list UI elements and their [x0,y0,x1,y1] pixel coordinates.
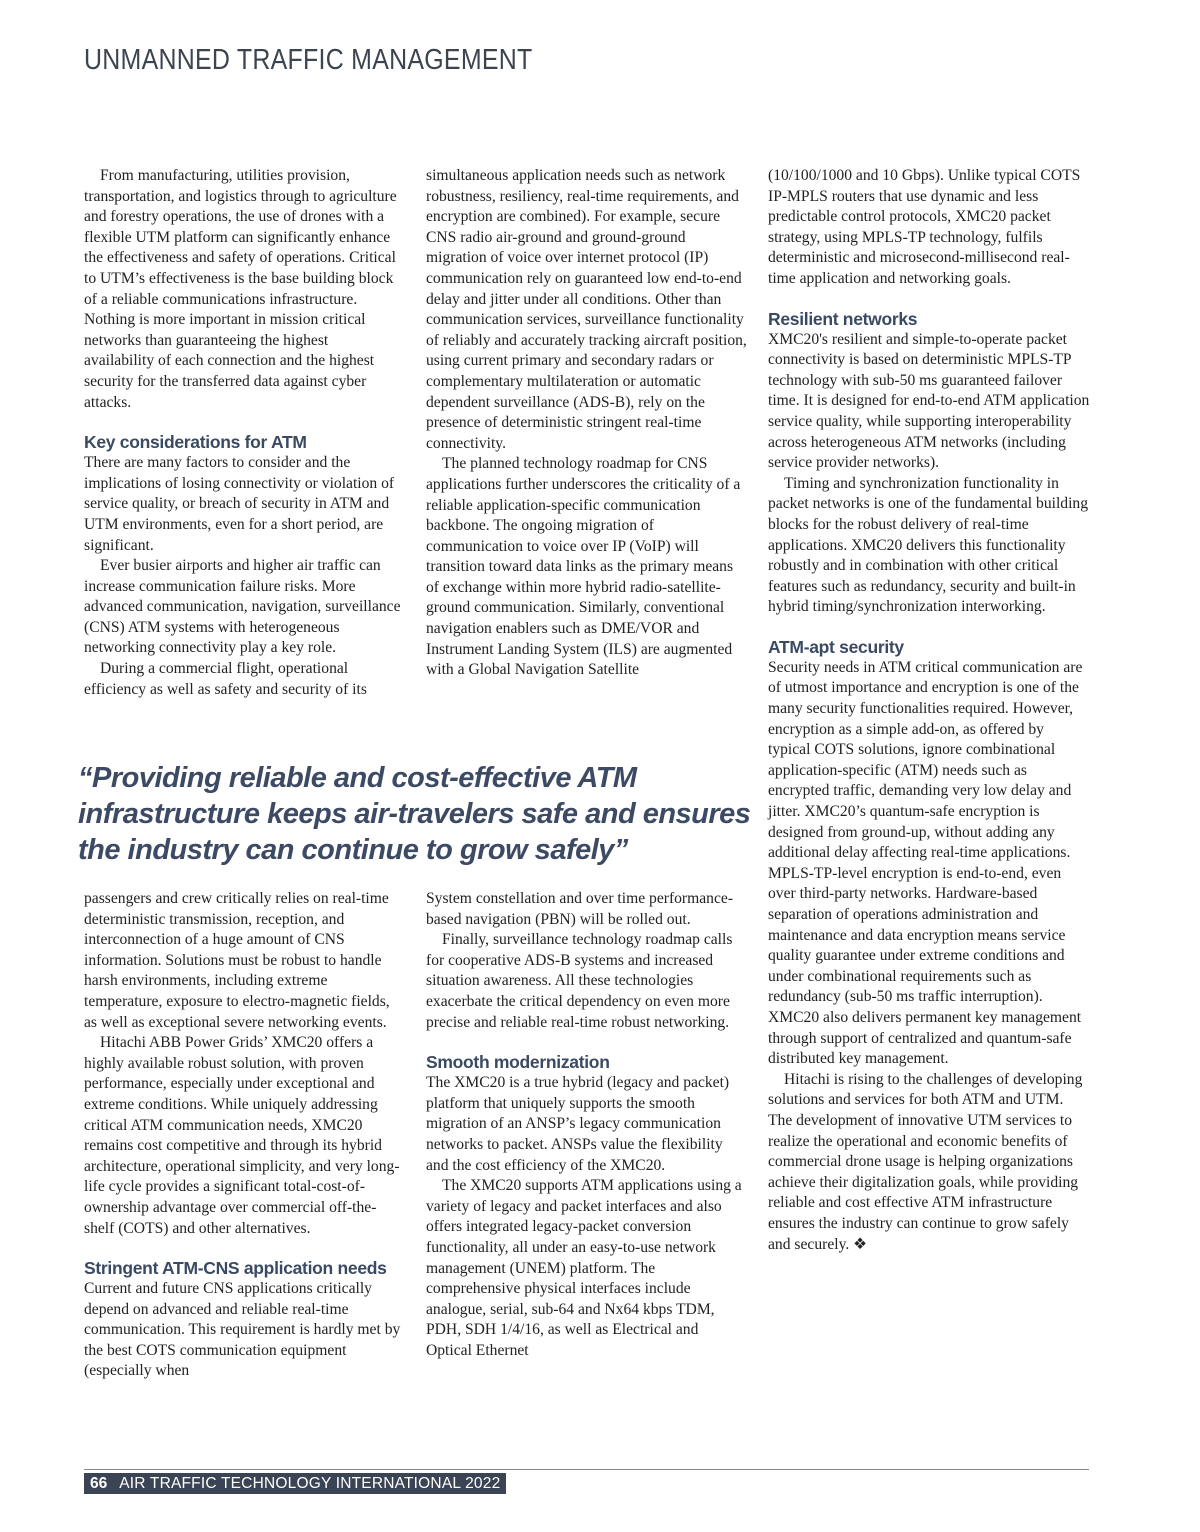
paragraph: During a commercial flight, operational efficiency as well as safety and security of its [84,660,367,698]
column-2-top [426,166,748,681]
column-1-top [84,166,402,700]
paragraph: From manufacturing, utilities provision, transportation, and logistics through to agriculture and forestry operations, the use of drones with a flexible UTM platform can significantly enhance the effectiveness and safety of operations. Critical to UTM’s effectiveness is the base building block of a reliable communications infrastructure. Nothing is more important in mission critical networks than guaranteeing the highest availability of each connection and the highest security for the transferred data against cyber attacks. [84,167,397,411]
paragraph: Finally, surveillance technology roadmap calls for cooperative ADS-B systems and increased situation awareness. All these technologies exacerbate the critical dependency on even more precise and reliable real-time robust networking. [426,931,733,1031]
column-3 [768,166,1090,1255]
section-title: UNMANNED TRAFFIC MANAGEMENT [84,44,533,76]
paragraph: XMC20's resilient and simple-to-operate packet connectivity is based on deterministic MPLS-TP technology with sub-50 ms guaranteed failover time. It is designed for end-to-end ATM application service quality, while supporting interoperability across heterogeneous ATM networks (including service provider networks). [768,330,1090,472]
magazine-title: AIR TRAFFIC TECHNOLOGY INTERNATIONAL 2022 [119,1474,501,1492]
paragraph: The planned technology roadmap for CNS applications further underscores the criticality of a reliable application-specific communication backbone. The ongoing migration of communication to voice over IP (VoIP) will transition toward data links as the primary means of exchange within more hybrid radio-satellite-ground communication. Similarly, conventional navigation enablers such as DME/VOR and Instrument Landing System (ILS) are augmented with a Global Navigation Satellite [426,455,741,679]
paragraph: The XMC20 is a true hybrid (legacy and packet) platform that uniquely supports the smooth migration of an ANSP’s legacy communication networks to packet. ANSPs value the flexibility and the cost efficiency of the XMC20. [426,1074,730,1174]
paragraph: Current and future CNS applications critically depend on advanced and reliable real-time communication. This requirement is hardly met by the best COTS communication equipment (especially when [84,1280,401,1380]
paragraph: Hitachi is rising to the challenges of developing solutions and services for both ATM and UTM. The development of innovative UTM services to realize the operational and economic benefits of commercial drone usage is helping organizations achieve their digitalization goals, while providing reliable and cost effective ATM infrastructure ensures the industry can continue to grow safely and securely. ❖ [768,1070,1083,1253]
paragraph: passengers and crew critically relies on real-time deterministic transmission, reception, and interconnection of a huge amount of CNS information. Solutions must be robust to handle harsh environments, including extreme temperature, exposure to electro-magnetic fields, as well as exceptional severe networking events. [84,890,390,1031]
paragraph: System constellation and over time performance-based navigation (PBN) will be rolled out. [426,890,734,928]
footer-rule [84,1469,1089,1470]
footer-bar [84,1473,506,1494]
paragraph: Security needs in ATM critical communication are of utmost importance and encryption is one of the many security functionalities required. However, encryption as a simple add-on, as offered by typical COTS solutions, ignore combinational application-specific (ATM) needs such as encrypted traffic, demanding very low delay and jitter. XMC20’s quantum-safe encryption is designed from ground-up, without adding any additional delay affecting real-time applications. MPLS-TP-level encryption is end-to-end, even over third-party networks. Hardware-based separation of operations administration and maintenance and data encryption means service quality guarantee under extreme conditions and under combinational requirements such as redundancy (sub-50 ms traffic interruption). XMC20 also delivers permanent key management through support of centralized and quantum-safe distributed key management. [768,658,1083,1068]
subheading-smooth-modernization: Smooth modernization [426,1052,610,1073]
pull-quote: “Providing reliable and cost-effective ATM infrastructure keeps air-travelers safe and ensures the industry can continue to grow safely” [78,762,751,866]
column-1-bottom [84,889,402,1382]
subheading-key-considerations: Key considerations for ATM [84,432,307,453]
paragraph: Ever busier airports and higher air traffic can increase communication failure risks. More advanced communication, navigation, surveillance (CNS) ATM systems with heterogeneous networking connectivity play a key role. [84,557,401,657]
column-2-bottom [426,889,748,1361]
subheading-resilient-networks: Resilient networks [768,308,918,329]
paragraph: Hitachi ABB Power Grids’ XMC20 offers a highly available robust solution, with proven performance, especially under exceptional and extreme conditions. While uniquely addressing critical ATM communication needs, XMC20 remains cost competitive and through its hybrid architecture, operational simplicity, and very long-life cycle provides a significant total-cost-of-ownership advantage over commercial off-the-shelf (COTS) and other alternatives. [84,1034,400,1237]
subheading-atm-apt-security: ATM-apt security [768,636,904,657]
paragraph: The XMC20 supports ATM applications using a variety of legacy and packet interfaces and also offers integrated legacy-packet conversion functionality, all under an easy-to-use network management (UNEM) platform. The comprehensive physical interfaces include analogue, serial, sub-64 and Nx64 kbps TDM, PDH, SDH 1/4/16, as well as Electrical and Optical Ethernet [426,1177,742,1359]
page-number: 66 [90,1474,108,1492]
paragraph: There are many factors to consider and the implications of losing connectivity or violation of service quality, or breach of security in ATM and UTM environments, even for a short period, are significant. [84,454,395,554]
paragraph: simultaneous application needs such as network robustness, resiliency, real-time requirements, and encryption are combined). For example, secure CNS radio air-ground and ground-ground migration of voice over internet protocol (IP) communication rely on guaranteed low end-to-end delay and jitter under all conditions. Other than communication services, surveillance functionality of reliably and accurately tracking aircraft position, using current primary and secondary radars or complementary multilateration or automatic dependent surveillance (ADS-B), rely on the presence of deterministic stringent real-time connectivity. [426,167,747,452]
subheading-stringent-atm-cns: Stringent ATM-CNS application needs [84,1258,387,1279]
paragraph: (10/100/1000 and 10 Gbps). Unlike typical COTS IP-MPLS routers that use dynamic and less predictable control protocols, XMC20 packet strategy, using MPLS-TP technology, fulfils deterministic and microsecond-millisecond real-time application and networking goals. [768,167,1081,287]
paragraph: Timing and synchronization functionality in packet networks is one of the fundamental building blocks for the robust delivery of real-time applications. XMC20 delivers this functionality robustly and in combination with other critical features such as redundancy, security and built-in hybrid timing/synchronization interworking. [768,474,1089,616]
